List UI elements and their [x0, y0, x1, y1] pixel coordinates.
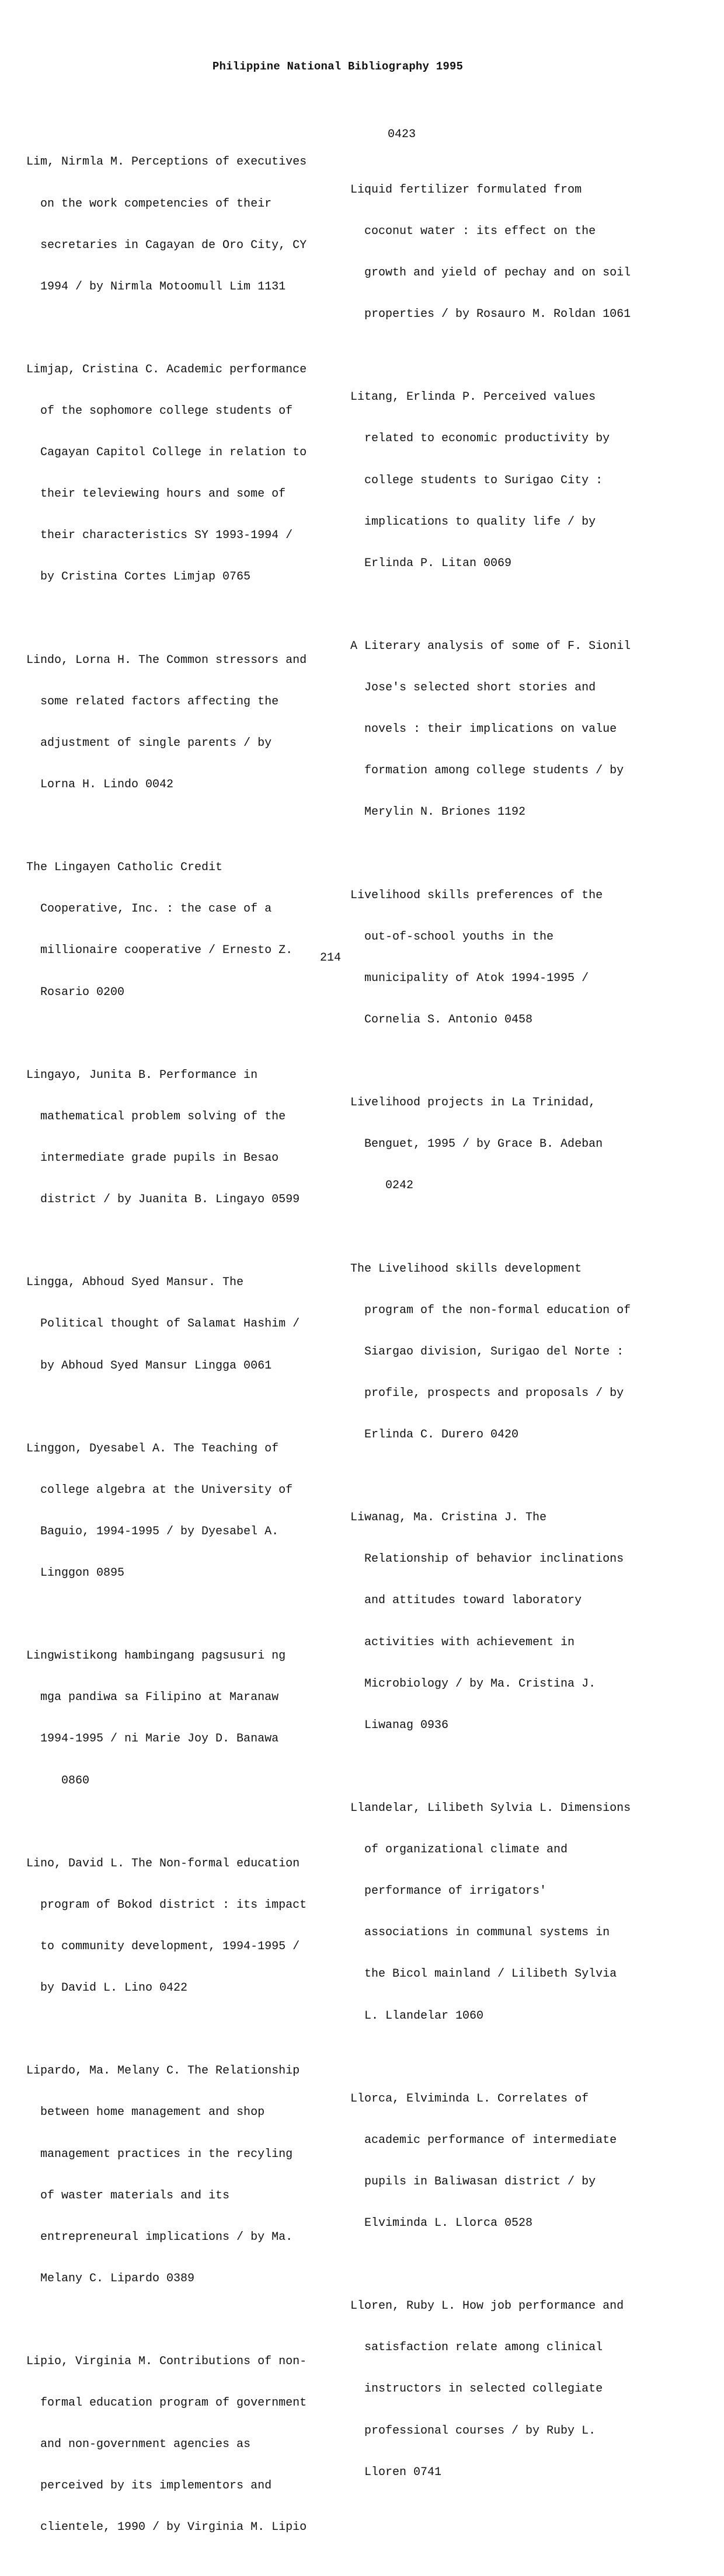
entry-line: growth and yield of pechay and on soil — [350, 266, 631, 280]
entry-line: Lingayo, Junita B. Performance in — [26, 1068, 258, 1082]
entry-line: Lino, David L. The Non-formal education — [26, 1856, 300, 1870]
right-column — [350, 128, 666, 2521]
entry-line: college students to Surigao City : — [350, 473, 603, 487]
entry-line: Llandelar, Lilibeth Sylvia L. Dimensions — [350, 1801, 631, 1815]
entry-line: Elviminda L. Llorca 0528 — [350, 2217, 533, 2231]
bibliography-entry — [26, 2037, 342, 2313]
entry-line: Microbiology / by Ma. Cristina J. — [350, 1677, 596, 1691]
bibliography-entry — [350, 1774, 666, 2051]
entry-line: Jose's selected short stories and — [350, 681, 596, 695]
entry-line: 0242 — [350, 1179, 414, 1193]
entry-line: by Cristina Cortes Limjap 0765 — [26, 570, 251, 584]
entry-line: satisfaction relate among clinical — [350, 2341, 603, 2355]
entry-line: perceived by its implementors and — [26, 2479, 272, 2493]
entry-line: by David L. Lino 0422 — [26, 1981, 188, 1995]
entry-line: municipality of Atok 1994-1995 / — [350, 971, 589, 985]
entry-line: Baguio, 1994-1995 / by Dyesabel A. — [26, 1524, 279, 1538]
entry-line: Linggon, Dyesabel A. The Teaching of — [26, 1441, 279, 1455]
entry-line: professional courses / by Ruby L. — [350, 2424, 596, 2438]
entry-line: activities with achievement in — [350, 1635, 575, 1649]
entry-continuation: 0423 — [388, 128, 416, 141]
entry-line: to community development, 1994-1995 / — [26, 1939, 300, 1953]
bibliography-entry — [26, 1622, 342, 1816]
bibliography-entry — [350, 1069, 666, 1221]
entry-line: Livelihood projects in La Trinidad, — [350, 1096, 596, 1110]
bibliography-entry — [26, 336, 342, 612]
entry-line: between home management and shop — [26, 2106, 265, 2120]
entry-line: properties / by Rosauro M. Roldan 1061 — [350, 308, 631, 322]
entry-line: Lloren, Ruby L. How job performance and — [350, 2299, 624, 2313]
entry-line: formal education program of government — [26, 2396, 307, 2410]
entry-line: Linggon 0895 — [26, 1566, 125, 1580]
bibliography-entry — [350, 1234, 666, 1469]
entry-line: Lloren 0741 — [350, 2465, 442, 2479]
entry-line: mathematical problem solving of the — [26, 1109, 286, 1123]
entry-line: Lingwistikong hambingang pagsusuri ng — [26, 1649, 286, 1663]
bibliography-entry — [350, 861, 666, 1055]
entry-line: entrepreneural implications / by Ma. — [26, 2230, 293, 2244]
entry-line: L. Llandelar 1060 — [350, 2009, 484, 2023]
entry-line: Merylin N. Briones 1192 — [350, 805, 526, 819]
entry-line: the Bicol mainland / Lilibeth Sylvia — [350, 1967, 617, 1981]
entry-line: mga pandiwa sa Filipino at Maranaw — [26, 1691, 279, 1705]
entry-line: Melany C. Lipardo 0389 — [26, 2271, 195, 2285]
entry-line: clientele, 1990 / by Virginia M. Lipio — [26, 2521, 307, 2535]
entry-line: on the work competencies of their — [26, 197, 272, 211]
entry-line: intermediate grade pupils in Besao — [26, 1151, 279, 1165]
entry-line: program of the non-formal education of — [350, 1303, 631, 1317]
entry-line: Liwanag, Ma. Cristina J. The — [350, 1511, 547, 1525]
bibliography-entry — [350, 2064, 666, 2258]
bibliography-entry — [350, 2272, 666, 2507]
entry-line: profile, prospects and proposals / by — [350, 1386, 624, 1400]
entry-line: some related factors affecting the — [26, 694, 279, 708]
entry-line: Litang, Erlinda P. Perceived values — [350, 390, 596, 404]
entry-line: Lipardo, Ma. Melany C. The Relationship — [26, 2064, 300, 2078]
entry-line: out-of-school youths in the — [350, 930, 554, 944]
bibliography-entry — [350, 1484, 666, 1760]
entry-line: college algebra at the University of — [26, 1483, 293, 1497]
bibliography-entry — [26, 128, 342, 322]
entry-line: formation among college students / by — [350, 764, 624, 778]
entry-line: of the sophomore college students of — [26, 404, 293, 418]
entry-line: Lindo, Lorna H. The Common stressors and — [26, 653, 307, 667]
entry-line: Cooperative, Inc. : the case of a — [26, 902, 272, 916]
bibliography-entry — [26, 1248, 342, 1401]
entry-line: The Lingayen Catholic Credit — [26, 861, 223, 875]
entry-line: Erlinda C. Durero 0420 — [350, 1428, 519, 1441]
entry-line: secretaries in Cagayan de Oro City, CY — [26, 238, 307, 252]
entry-line: Erlinda P. Litan 0069 — [350, 556, 512, 570]
entry-line: Liwanag 0936 — [350, 1718, 449, 1732]
entry-line: by Abhoud Syed Mansur Lingga 0061 — [26, 1359, 272, 1373]
entry-line: Liquid fertilizer formulated from — [350, 183, 582, 197]
entry-line: of waster materials and its — [26, 2188, 230, 2202]
entry-line: Benguet, 1995 / by Grace B. Adeban — [350, 1137, 603, 1151]
entry-line: implications to quality life / by — [350, 515, 596, 529]
bibliography-entry — [26, 1041, 342, 1234]
entry-line: program of Bokod district : its impact — [26, 1898, 307, 1912]
entry-line: and attitudes toward laboratory — [350, 1594, 582, 1608]
entry-line: 1994-1995 / ni Marie Joy D. Banawa — [26, 1732, 279, 1746]
entry-line: their characteristics SY 1993-1994 / — [26, 529, 293, 543]
page-number: 214 — [320, 951, 342, 965]
page-title: Philippine National Bibliography 1995 — [212, 60, 464, 73]
entry-line: Livelihood skills preferences of the — [350, 888, 603, 902]
entry-line: their televiewing hours and some of — [26, 487, 286, 501]
entry-line: Lingga, Abhoud Syed Mansur. The — [26, 1276, 244, 1290]
bibliography-entry — [26, 1414, 342, 1608]
bibliography-entry — [26, 833, 342, 1027]
entry-line: novels : their implications on value — [350, 722, 617, 737]
entry-line: Lorna H. Lindo 0042 — [26, 778, 174, 792]
entry-line: pupils in Baliwasan district / by — [350, 2174, 596, 2188]
entry-line: management practices in the recyling — [26, 2147, 293, 2161]
entry-line: 0860 — [26, 1774, 90, 1788]
entry-line: of organizational climate and — [350, 1843, 568, 1857]
entry-line: Limjap, Cristina C. Academic performance — [26, 362, 307, 376]
entry-line: associations in communal systems in — [350, 1926, 610, 1940]
entry-line: A Literary analysis of some of F. Sionil — [350, 639, 631, 653]
entry-line: performance of irrigators' — [350, 1884, 547, 1898]
entry-line: and non-government agencies as — [26, 2438, 251, 2452]
bibliography-entry — [350, 363, 666, 598]
entry-line: Rosario 0200 — [26, 985, 125, 999]
bibliography-entry — [350, 612, 666, 847]
bibliography-entry — [26, 626, 342, 819]
left-column — [26, 128, 342, 2576]
entry-line: Llorca, Elviminda L. Correlates of — [350, 2092, 589, 2106]
entry-line: Relationship of behavior inclinations — [350, 1552, 624, 1566]
entry-line: 1994 / by Nirmla Motoomull Lim 1131 — [26, 280, 286, 294]
entry-line: Cornelia S. Antonio 0458 — [350, 1013, 533, 1027]
entry-line: millionaire cooperative / Ernesto Z. — [26, 944, 293, 958]
entry-line: Lipio, Virginia M. Contributions of non- — [26, 2355, 307, 2369]
bibliography-entry — [26, 2327, 342, 2563]
entry-line: Political thought of Salamat Hashim / — [26, 1317, 300, 1331]
entry-line: Lim, Nirmla M. Perceptions of executives — [26, 155, 307, 169]
entry-line: The Livelihood skills development — [350, 1262, 582, 1276]
entry-line: academic performance of intermediate — [350, 2133, 617, 2147]
entry-line: adjustment of single parents / by — [26, 736, 272, 750]
bibliography-entry — [350, 155, 666, 349]
entry-line: Siargao division, Surigao del Norte : — [350, 1345, 624, 1359]
bibliography-entry — [26, 1829, 342, 2023]
entry-line: district / by Juanita B. Lingayo 0599 — [26, 1193, 300, 1207]
entry-line: related to economic productivity by — [350, 432, 610, 446]
entry-line: coconut water : its effect on the — [350, 224, 596, 238]
entry-line: Cagayan Capitol College in relation to — [26, 446, 307, 460]
entry-line: instructors in selected collegiate — [350, 2382, 603, 2396]
